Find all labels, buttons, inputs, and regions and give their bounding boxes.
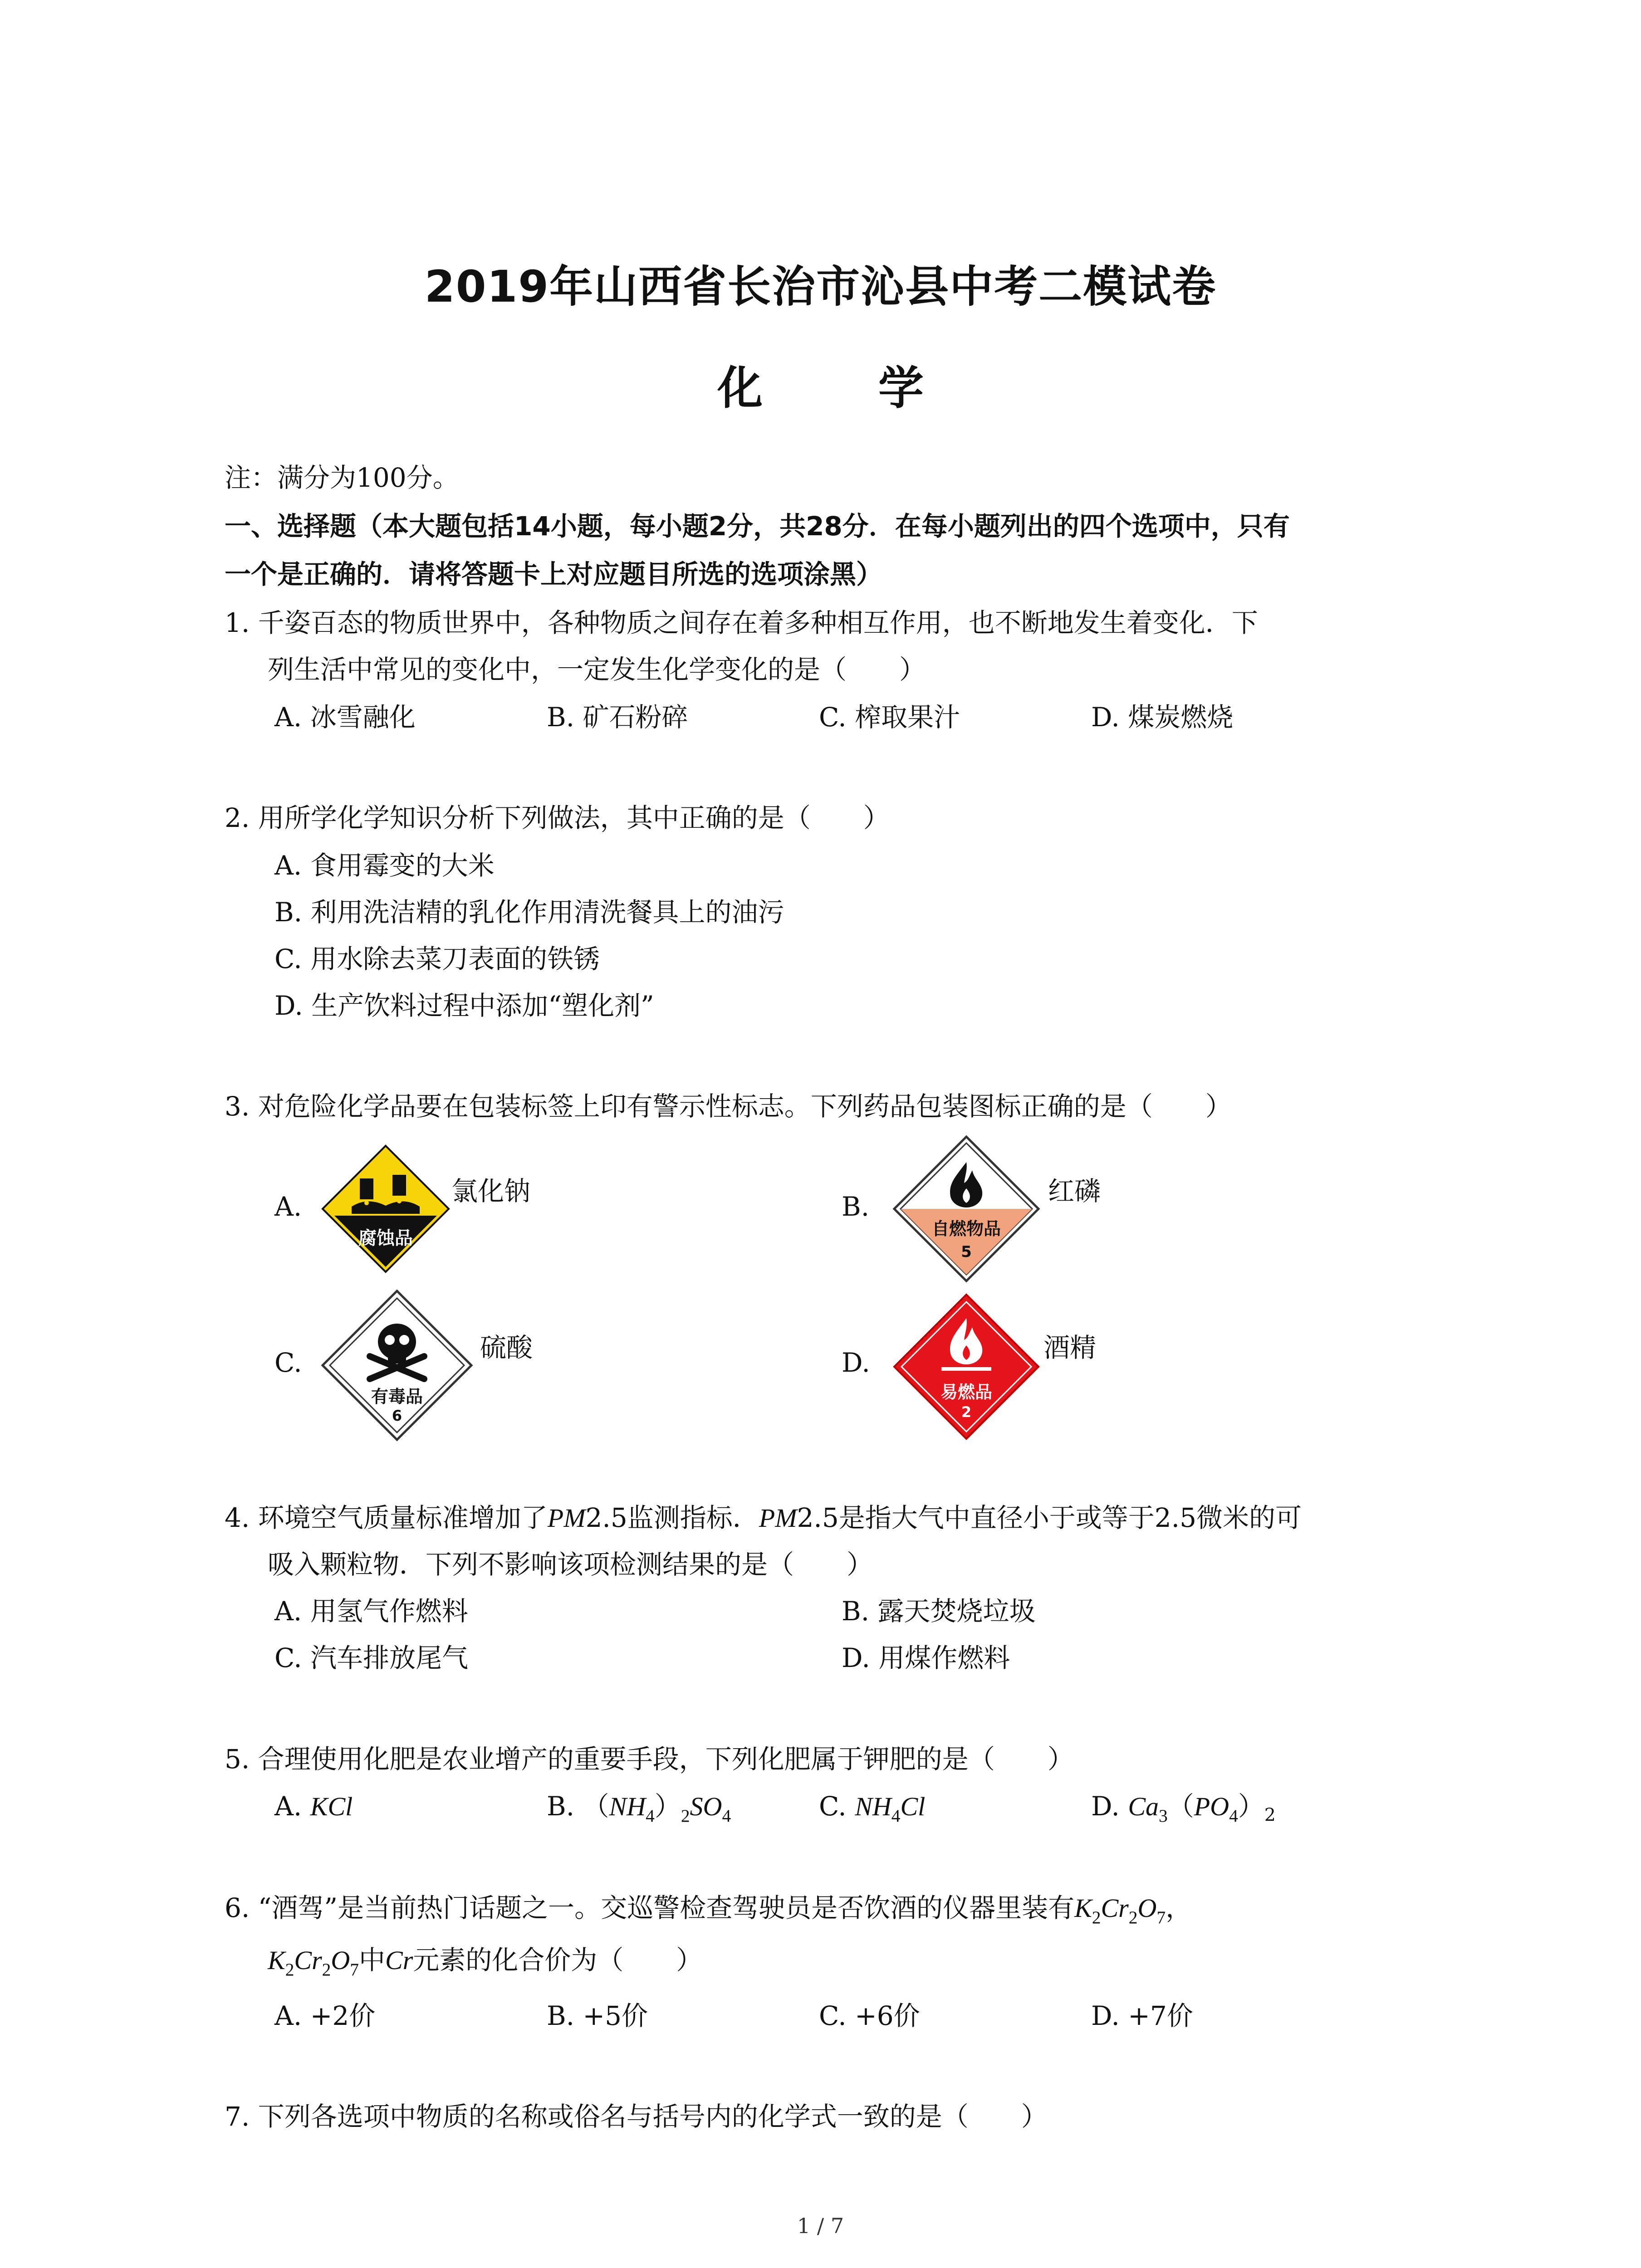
subject-title: 化 学 — [717, 362, 974, 415]
q6-option-c: C. +6价 — [819, 2000, 920, 2031]
q6-option-a: A. +2价 — [274, 2000, 376, 2031]
q5-option-d: D. $Ca_3(PO_4)_2$ — [1091, 1791, 1276, 1826]
q2-option-d: D. 生产饮料过程中添加“塑化剂” — [274, 990, 654, 1021]
q5-option-c: C. $NH_4Cl$ — [819, 1791, 926, 1826]
q6-option-d: D. +7价 — [1091, 2000, 1193, 2031]
q1-option-c: C. 榨取果汁 — [819, 702, 960, 733]
q3-stem: 3. 对危险化学品要在包装标签上印有警示性标志。下列药品包装图标正确的是（ ） — [225, 1091, 1232, 1122]
q6-stem-line1: 6. “酒驾”是当前热门话题之一。交巡警检查驾驶员是否饮酒的仪器里装有$K_2Cr_2O_7$， — [225, 1892, 1192, 1927]
q4-option-b: B. 露天焚烧垃圾 — [842, 1596, 1036, 1627]
q5-stem: 5. 合理使用化肥是农业增产的重要手段，下列化肥属于钾肥的是（ ） — [225, 1744, 1074, 1774]
q3-option-d-letter: D. — [842, 1347, 870, 1378]
q6-option-b: B. +5价 — [547, 2000, 648, 2031]
toxic-sign-number: 6 — [392, 1407, 402, 1424]
q1-option-d: D. 煤炭燃烧 — [1091, 702, 1234, 733]
q3-option-c-label: 硫酸 — [480, 1332, 533, 1363]
page-title: 2019年山西省长治市沁县中考二模试卷 — [424, 261, 1217, 312]
toxic-sign-icon — [320, 1288, 474, 1442]
q7-stem: 7. 下列各选项中物质的名称或俗名与括号内的化学式一致的是（ ） — [225, 2101, 1048, 2132]
flammable-sign-number: 2 — [961, 1403, 972, 1421]
q4-stem-line2: 吸入颗粒物．下列不影响该项检测结果的是（ ） — [268, 1549, 873, 1580]
q2-option-b: B. 利用洗洁精的乳化作用清洗餐具上的油污 — [274, 897, 784, 928]
spontaneous-combustion-sign-icon — [892, 1134, 1041, 1284]
flammable-sign-text: 易燃品 — [940, 1382, 992, 1402]
q4-stem-line1: 4. 环境空气质量标准增加了PM2.5监测指标．PM2.5是指大气中直径小于或等于2.5微米的可 — [225, 1502, 1302, 1533]
q2-option-a: A. 食用霉变的大米 — [274, 850, 495, 881]
q3-option-d-label: 酒精 — [1043, 1332, 1097, 1363]
q1-option-a: A. 冰雪融化 — [274, 702, 416, 733]
score-note: 注：满分为100分。 — [225, 462, 459, 493]
q3-option-a-letter: A. — [274, 1191, 302, 1222]
q1-stem-line1: 1. 千姿百态的物质世界中，各种物质之间存在着多种相互作用，也不断地发生着变化．下 — [225, 607, 1258, 638]
corrosive-sign-icon — [320, 1143, 451, 1275]
q4-option-d: D. 用煤作燃料 — [842, 1642, 1010, 1673]
q3-option-c-letter: C. — [274, 1347, 302, 1378]
q4-option-c: C. 汽车排放尾气 — [274, 1642, 469, 1673]
spontaneous-combustion-sign-number: 5 — [961, 1243, 972, 1261]
corrosive-sign-text: 腐蚀品 — [358, 1228, 413, 1249]
q3-option-a-label: 氯化钠 — [451, 1176, 531, 1207]
q3-option-b-letter: B. — [842, 1191, 870, 1222]
section-heading-line1: 一、选择题（本大题包括14小题，每小题2分，共28分．在每小题列出的四个选项中，只有 — [225, 511, 1290, 542]
q5-option-a: A. KCl — [274, 1791, 353, 1822]
q1-stem-line2: 列生活中常见的变化中，一定发生化学变化的是（ ） — [268, 654, 926, 685]
q6-stem-line2: $K_2Cr_2O_7$中Cr元素的化合价为（ ） — [268, 1945, 703, 1980]
q2-stem: 2. 用所学化学知识分析下列做法，其中正确的是（ ） — [225, 802, 890, 833]
q1-option-b: B. 矿石粉碎 — [547, 702, 688, 733]
q2-option-c: C. 用水除去菜刀表面的铁锈 — [274, 943, 600, 974]
toxic-sign-text: 有毒品 — [371, 1387, 423, 1407]
section-heading-line2: 一个是正确的．请将答题卡上对应题目所选的选项涂黑） — [225, 559, 883, 590]
page-number: 1 / 7 — [797, 2214, 844, 2238]
spontaneous-combustion-sign-text: 自燃物品 — [931, 1219, 1001, 1239]
flammable-sign-icon — [892, 1292, 1041, 1442]
q4-option-a: A. 用氢气作燃料 — [274, 1596, 468, 1627]
q3-option-b-label: 红磷 — [1048, 1176, 1101, 1207]
q5-option-b: B. $(NH_4)_2SO_4$ — [547, 1791, 731, 1826]
